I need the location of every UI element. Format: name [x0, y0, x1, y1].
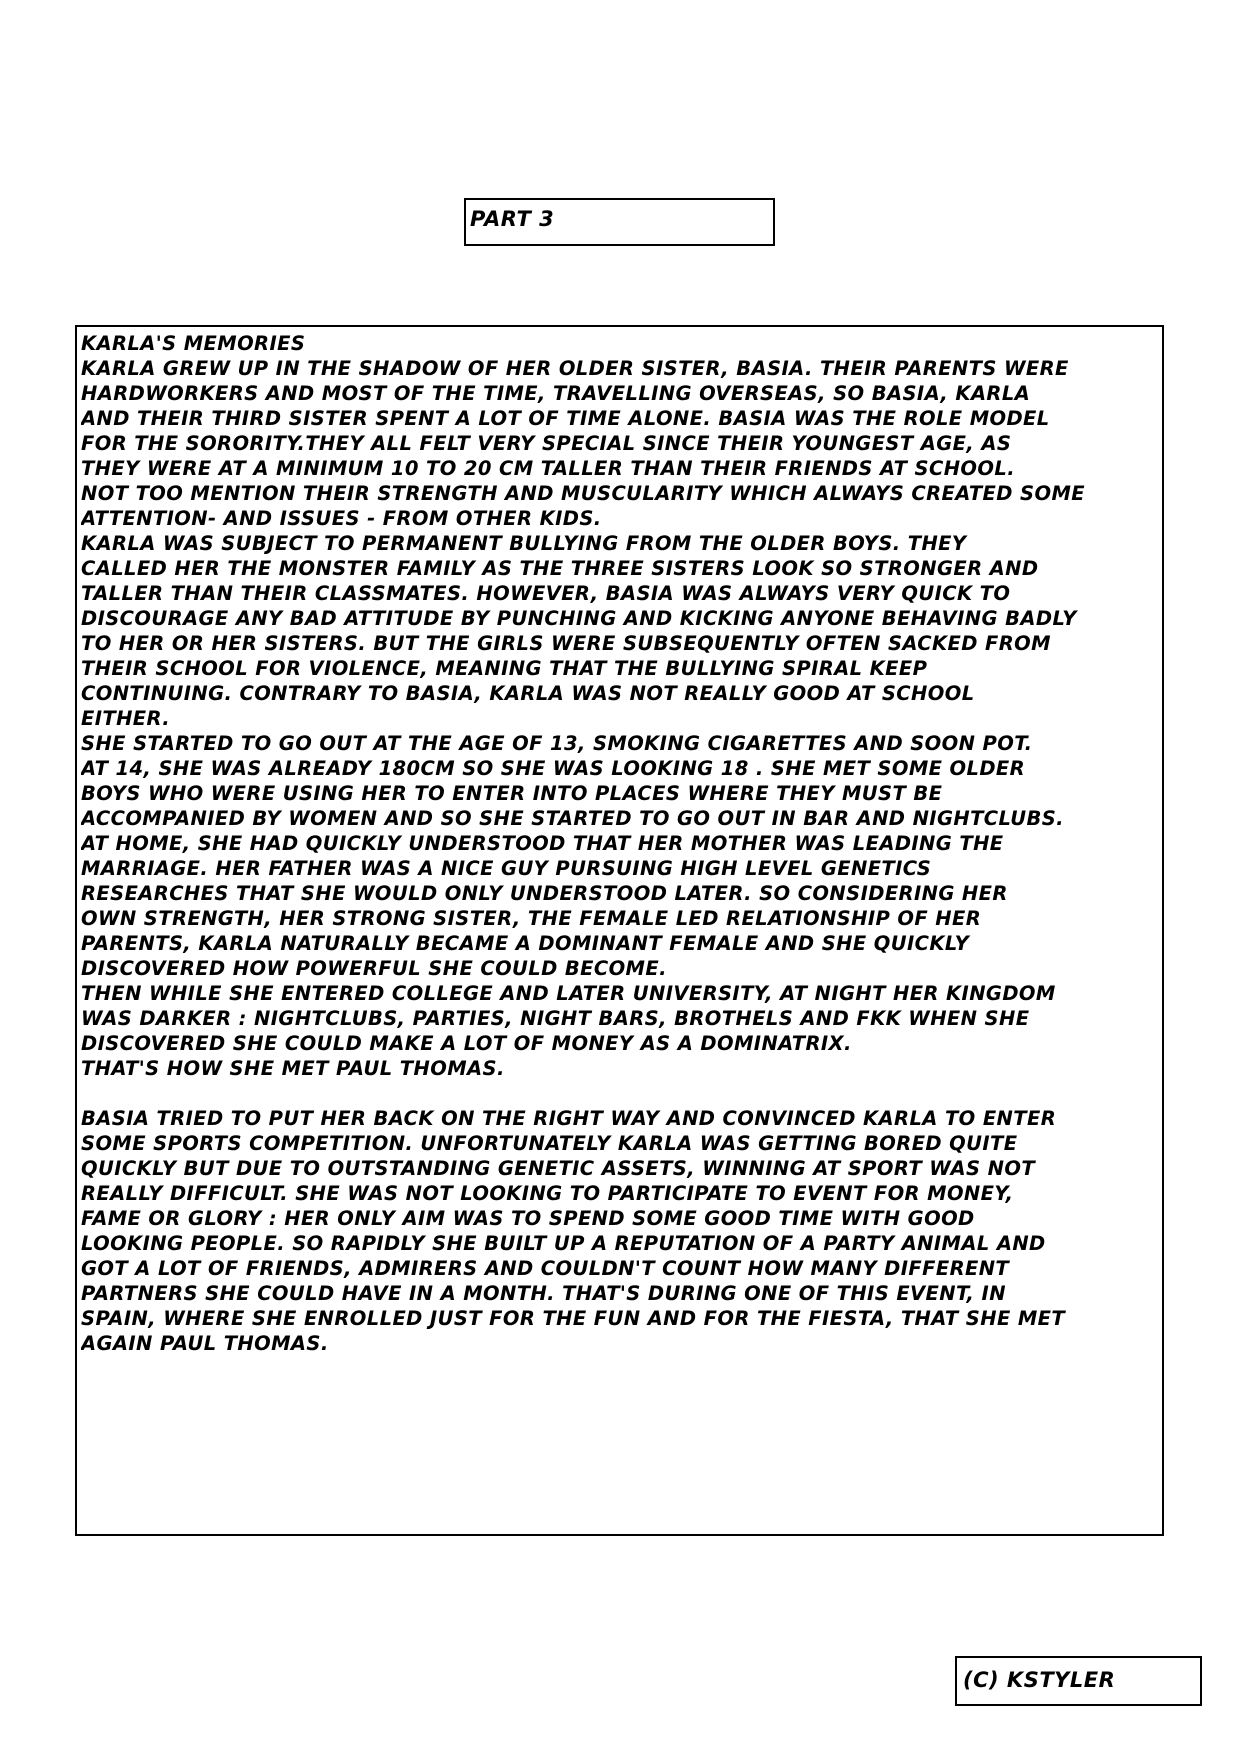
part-title: PART 3	[470, 207, 555, 231]
story-line: KARLA GREW UP IN THE SHADOW OF HER OLDER SISTER, BASIA. THEIR PARENTS WERE	[81, 357, 1069, 380]
story-line: TO HER OR HER SISTERS. BUT THE GIRLS WERE SUBSEQUENTLY OFTEN SACKED FROM	[81, 632, 1051, 655]
story-line: THEN WHILE SHE ENTERED COLLEGE AND LATER UNIVERSITY, AT NIGHT HER KINGDOM	[81, 982, 1056, 1005]
story-line: AND THEIR THIRD SISTER SPENT A LOT OF TIME ALONE. BASIA WAS THE ROLE MODEL	[81, 407, 1050, 430]
story-line: WAS DARKER : NIGHTCLUBS, PARTIES, NIGHT BARS, BROTHELS AND FKK WHEN SHE	[81, 1007, 1030, 1030]
story-line: KARLA WAS SUBJECT TO PERMANENT BULLYING FROM THE OLDER BOYS. THEY	[81, 532, 967, 555]
story-line: FOR THE SORORITY.THEY ALL FELT VERY SPECIAL SINCE THEIR YOUNGEST AGE, AS	[81, 432, 1012, 455]
story-line: SPAIN, WHERE SHE ENROLLED JUST FOR THE FUN AND FOR THE FIESTA, THAT SHE MET	[81, 1307, 1066, 1330]
story-line: DISCOVERED SHE COULD MAKE A LOT OF MONEY AS A DOMINATRIX.	[81, 1032, 852, 1055]
story-line: THEIR SCHOOL FOR VIOLENCE, MEANING THAT THE BULLYING SPIRAL KEEP	[81, 657, 928, 680]
story-line: OWN STRENGTH, HER STRONG SISTER, THE FEMALE LED RELATIONSHIP OF HER	[81, 907, 982, 930]
story-line: SHE STARTED TO GO OUT AT THE AGE OF 13, SMOKING CIGARETTES AND SOON POT.	[81, 732, 1033, 755]
story-line: ACCOMPANIED BY WOMEN AND SO SHE STARTED TO GO OUT IN BAR AND NIGHTCLUBS.	[81, 807, 1064, 830]
story-line: KARLA'S MEMORIES	[81, 332, 306, 355]
story-line: THEY WERE AT A MINIMUM 10 TO 20 CM TALLER THAN THEIR FRIENDS AT SCHOOL.	[81, 457, 1015, 480]
story-line: THAT'S HOW SHE MET PAUL THOMAS.	[81, 1057, 505, 1080]
story-line: LOOKING PEOPLE. SO RAPIDLY SHE BUILT UP A REPUTATION OF A PARTY ANIMAL AND	[81, 1232, 1046, 1255]
story-line: DISCOVERED HOW POWERFUL SHE COULD BECOME.	[81, 957, 667, 980]
story-text-box	[75, 325, 1164, 1536]
story-line: BOYS WHO WERE USING HER TO ENTER INTO PLACES WHERE THEY MUST BE	[81, 782, 943, 805]
story-line: AT HOME, SHE HAD QUICKLY UNDERSTOOD THAT HER MOTHER WAS LEADING THE	[81, 832, 1004, 855]
story-line	[81, 1081, 1157, 1106]
story-line: AGAIN PAUL THOMAS.	[81, 1332, 329, 1355]
story-line: TALLER THAN THEIR CLASSMATES. HOWEVER, BASIA WAS ALWAYS VERY QUICK TO	[81, 582, 1011, 605]
story-line: RESEARCHES THAT SHE WOULD ONLY UNDERSTOOD LATER. SO CONSIDERING HER	[81, 882, 1008, 905]
story-line: REALLY DIFFICULT. SHE WAS NOT LOOKING TO PARTICIPATE TO EVENT FOR MONEY,	[81, 1182, 1014, 1205]
story-line: CONTINUING. CONTRARY TO BASIA, KARLA WAS NOT REALLY GOOD AT SCHOOL	[81, 682, 975, 705]
story-line: PARTNERS SHE COULD HAVE IN A MONTH. THAT'S DURING ONE OF THIS EVENT, IN	[81, 1282, 1006, 1305]
part-caption-box	[464, 198, 775, 246]
story-line: AT 14, SHE WAS ALREADY 180CM SO SHE WAS LOOKING 18 . SHE MET SOME OLDER	[81, 757, 1026, 780]
copyright-text: (C) KSTYLER	[963, 1668, 1116, 1692]
story-line: GOT A LOT OF FRIENDS, ADMIRERS AND COULDN'T COUNT HOW MANY DIFFERENT	[81, 1257, 1010, 1280]
story-line: MARRIAGE. HER FATHER WAS A NICE GUY PURSUING HIGH LEVEL GENETICS	[81, 857, 932, 880]
story-line: ATTENTION- AND ISSUES - FROM OTHER KIDS.	[81, 507, 602, 530]
story-text	[81, 331, 1157, 1356]
story-line: FAME OR GLORY : HER ONLY AIM WAS TO SPEND SOME GOOD TIME WITH GOOD	[81, 1207, 975, 1230]
story-line: QUICKLY BUT DUE TO OUTSTANDING GENETIC ASSETS, WINNING AT SPORT WAS NOT	[81, 1157, 1036, 1180]
story-line: NOT TOO MENTION THEIR STRENGTH AND MUSCULARITY WHICH ALWAYS CREATED SOME	[81, 482, 1085, 505]
copyright-box	[955, 1656, 1202, 1706]
story-line: EITHER.	[81, 707, 171, 730]
story-line: PARENTS, KARLA NATURALLY BECAME A DOMINANT FEMALE AND SHE QUICKLY	[81, 932, 970, 955]
story-line: HARDWORKERS AND MOST OF THE TIME, TRAVELLING OVERSEAS, SO BASIA, KARLA	[81, 382, 1031, 405]
story-line: SOME SPORTS COMPETITION. UNFORTUNATELY KARLA WAS GETTING BORED QUITE	[81, 1132, 1018, 1155]
story-line: BASIA TRIED TO PUT HER BACK ON THE RIGHT WAY AND CONVINCED KARLA TO ENTER	[81, 1107, 1057, 1130]
story-line: CALLED HER THE MONSTER FAMILY AS THE THREE SISTERS LOOK SO STRONGER AND	[81, 557, 1039, 580]
story-line: DISCOURAGE ANY BAD ATTITUDE BY PUNCHING AND KICKING ANYONE BEHAVING BADLY	[81, 607, 1077, 630]
